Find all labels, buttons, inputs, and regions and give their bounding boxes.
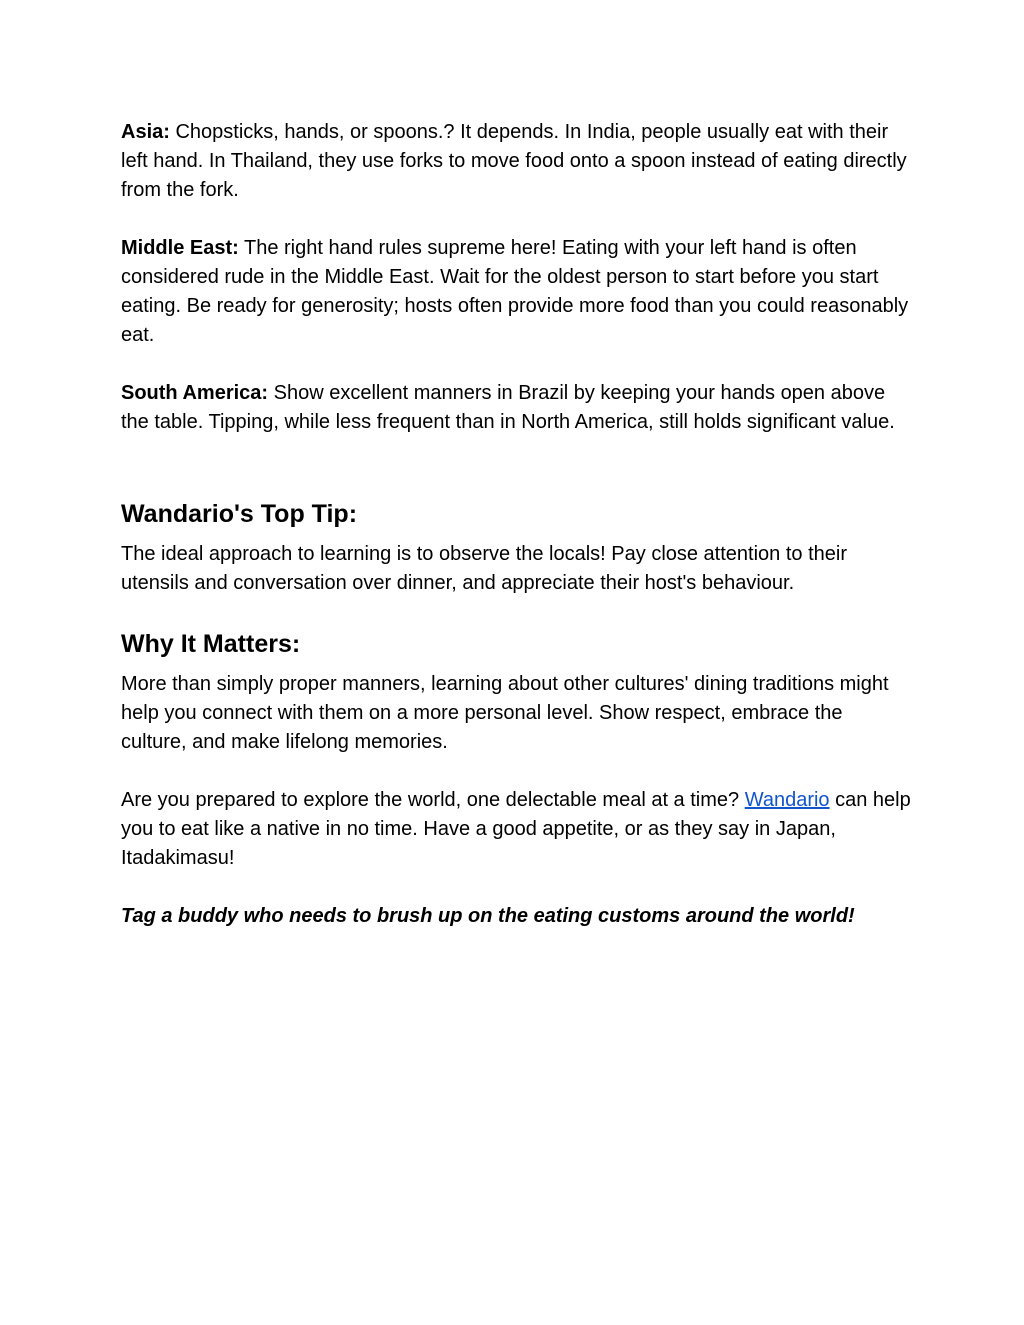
closing-text-end: can help you to eat like a native in no time. Have a good appetite, or as they say in Japan, Itadakimasu! (121, 789, 911, 869)
south-america-paragraph (121, 379, 911, 437)
top-tip-heading: Wandario's Top Tip: (121, 500, 358, 528)
why-it-matters-heading: Why It Matters: (121, 630, 301, 658)
middle-east-paragraph (121, 234, 911, 350)
asia-paragraph (121, 118, 911, 205)
middle-east-label: Middle East: (121, 237, 239, 259)
call-to-action: Tag a buddy who needs to brush up on the eating customs around the world! (121, 905, 855, 927)
why-it-matters-paragraph: More than simply proper manners, learning about other cultures' dining traditions might help you connect with them on a more personal level. Show respect, embrace the culture, and make lifelong memories. (121, 673, 889, 753)
top-tip-paragraph: The ideal approach to learning is to observe the locals! Pay close attention to their utensils and conversation over dinner, and appreciate their host's behaviour. (121, 543, 847, 594)
middle-east-text: The right hand rules supreme here! Eating with your left hand is often considered rude in the Middle East. Wait for the oldest person to start before you start eating. Be ready for generosity; hosts often provide more food than you could reasonably eat. (121, 237, 909, 346)
wandario-link[interactable]: Wandario (744, 789, 830, 811)
south-america-text: Show excellent manners in Brazil by keeping your hands open above the table. Tipping, while less frequent than in North America, still holds significant value. (121, 382, 895, 433)
south-america-label: South America: (121, 382, 269, 404)
asia-text: Chopsticks, hands, or spoons.? It depends. In India, people usually eat with their left hand. In Thailand, they use forks to move food onto a spoon instead of eating directly from the fork. (121, 121, 907, 201)
closing-paragraph (121, 786, 911, 873)
document-page (121, 118, 911, 931)
closing-text-start: Are you prepared to explore the world, one delectable meal at a time? (121, 789, 745, 811)
asia-label: Asia: (121, 121, 170, 143)
